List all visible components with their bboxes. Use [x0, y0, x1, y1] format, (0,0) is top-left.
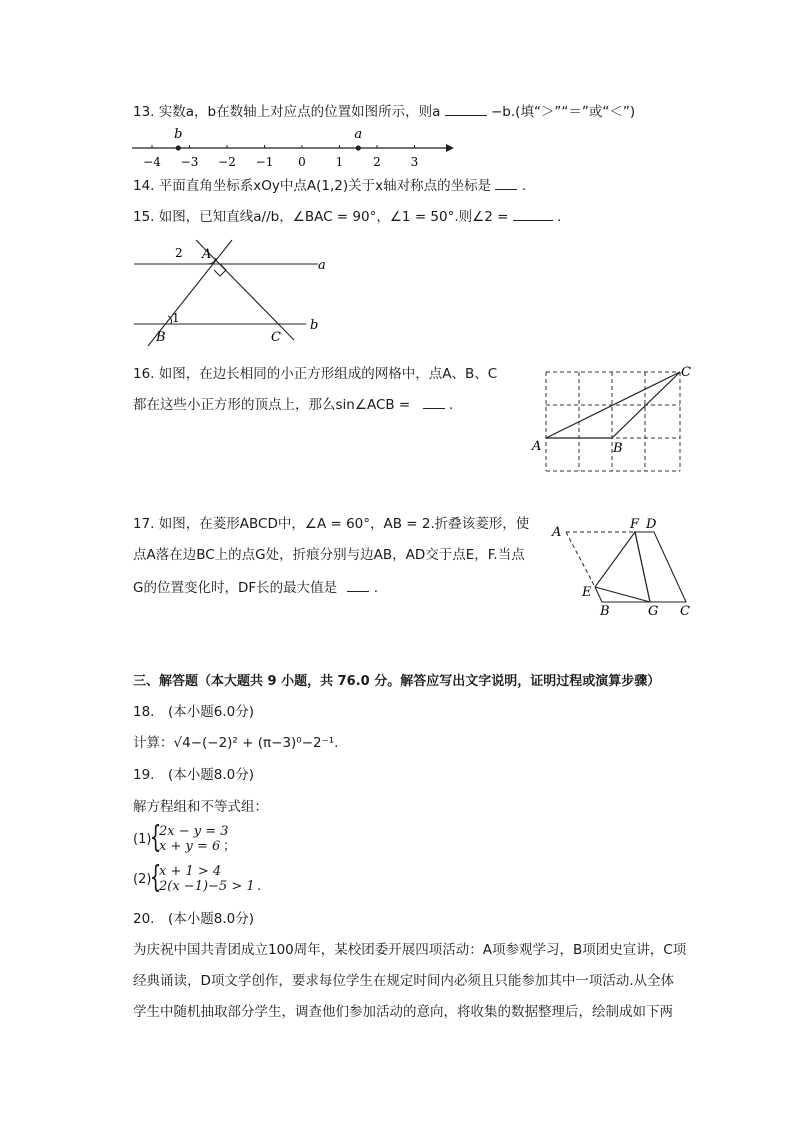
- axis-tick-label: −2: [218, 155, 236, 169]
- label-line-a: a: [318, 258, 326, 273]
- label-C: C: [681, 365, 691, 380]
- q20-line2: 经典诵读，D项文学创作，要求每位学生在规定时间内必须且只能参加其中一项活动.从全体: [133, 973, 675, 989]
- q19-part1-label: (1): [133, 832, 152, 847]
- q19-part2-ineq2: 2(x −1)−5 > 1: [159, 879, 255, 894]
- q15-text: [133, 206, 561, 227]
- q14-text: [133, 175, 526, 196]
- q16-stem-2: 都在这些小正方形的顶点上，那么sin∠ACB =: [133, 397, 411, 413]
- q17-number: 17.: [133, 516, 155, 532]
- q19-system-1: [133, 822, 333, 858]
- axis-tick-label: −4: [143, 155, 161, 169]
- label-B: B: [156, 330, 166, 345]
- q19-part1-end: ；: [223, 839, 237, 854]
- segment-EG: [595, 587, 650, 602]
- q19-part2-ineq1: x + 1 > 4: [159, 864, 222, 879]
- q17-line2: [133, 545, 525, 565]
- q19-part2-label: (2): [133, 872, 152, 887]
- q17-answer-blank[interactable]: [347, 577, 369, 592]
- label-B: B: [600, 604, 610, 619]
- label-angle1: 1: [172, 311, 180, 325]
- q20-line3: 学生中随机抽取部分学生，调查他们参加活动的意向，将收集的数据整理后，绘制成如下两: [133, 1004, 673, 1020]
- point-a: [356, 145, 361, 150]
- label-B: B: [613, 441, 623, 456]
- q14-answer-blank[interactable]: [495, 175, 517, 190]
- q19-part1-brace: {: [149, 820, 162, 855]
- label-angle2: 2: [175, 246, 183, 260]
- point-a-label: a: [354, 127, 363, 142]
- segment-FG: [635, 532, 650, 602]
- q15-stem: 如图，已知直线a//b，∠BAC = 90°，∠1 = 50°.则∠2 =: [158, 209, 509, 225]
- q16-end: .: [448, 397, 454, 413]
- q17-stem-1: 如图，在菱形ABCD中，∠A = 60°，AB = 2.折叠该菱形，使: [158, 516, 530, 532]
- q17-stem-2: 点A落在边BC上的点G处，折痕分别与边AB，AD交于点E，F.当点: [133, 547, 525, 563]
- q16-answer-blank[interactable]: [423, 394, 445, 409]
- q14-end: .: [521, 178, 527, 194]
- label-A: A: [552, 525, 562, 540]
- label-A: A: [532, 439, 542, 454]
- axis-tick-label: −3: [180, 155, 199, 169]
- q13-number-line: [128, 122, 458, 172]
- q19-heading: 19. (本小题8.0分): [133, 767, 254, 783]
- label-E: E: [582, 585, 592, 600]
- q15-end: .: [557, 209, 562, 225]
- q16-stem-1: 如图，在边长相同的小正方形组成的网格中，点A、B、C: [158, 366, 498, 382]
- axis-tick-label: −1: [255, 155, 274, 169]
- q14-number: 14.: [133, 178, 155, 194]
- rhombus-remaining-sides: [595, 532, 686, 602]
- q14-stem: 平面直角坐标系xOy中点A(1,2)关于x轴对称点的坐标是: [158, 178, 492, 194]
- q15-answer-blank[interactable]: [513, 206, 553, 221]
- q20-heading: 20. (本小题8.0分): [133, 911, 254, 927]
- q19-part1-eq1: 2x − y = 3: [159, 824, 229, 839]
- q19-part2-brace: {: [149, 860, 162, 895]
- q19-intro: 解方程组和不等式组：: [133, 799, 268, 815]
- q15-figure: [128, 236, 338, 348]
- q17-rhombus-figure: [546, 512, 696, 620]
- q16-line2: [133, 394, 453, 415]
- q13-number: 13.: [133, 104, 155, 120]
- label-G: G: [648, 604, 659, 619]
- point-b-label: b: [174, 127, 183, 142]
- axis-tick-label: 2: [373, 155, 381, 169]
- q16-number: 16.: [133, 366, 155, 382]
- label-D: D: [646, 517, 657, 532]
- right-angle-mark: [214, 264, 226, 276]
- axis-tick-label: 3: [410, 155, 419, 169]
- q17-line3: [133, 577, 378, 598]
- q16-grid-figure: [528, 364, 698, 476]
- q17-stem-3: G的位置变化时，DF长的最大值是: [133, 580, 338, 596]
- q13-stem: 实数a，b在数轴上对应点的位置如图所示，则a: [158, 104, 441, 120]
- q18-body: 计算：√4−(−2)² + (π−3)⁰−2⁻¹.: [133, 735, 339, 751]
- point-b: [176, 145, 181, 150]
- axis-tick-label: 0: [298, 155, 306, 169]
- label-A: A: [202, 247, 212, 262]
- section-3-heading: 三、解答题（本大题共 9 小题，共 76.0 分。解答应写出文字说明，证明过程或演算步骤）: [133, 674, 661, 689]
- q17-end: .: [373, 580, 379, 596]
- q18-heading: 18. (本小题6.0分): [133, 704, 254, 720]
- q13-text: [133, 101, 635, 122]
- q19-part1-eq2: x + y = 6: [159, 839, 221, 854]
- q17-line1: [133, 514, 529, 534]
- q19-system-2: [133, 862, 353, 898]
- q19-part2-end: .: [257, 879, 262, 894]
- label-F: F: [630, 517, 640, 532]
- label-line-b: b: [310, 318, 319, 333]
- q15-number: 15.: [133, 209, 155, 225]
- q13-stem-tail: −b.(填“＞”“＝”或“＜”): [491, 104, 636, 120]
- dashed-AE: [566, 532, 595, 587]
- q13-answer-blank[interactable]: [445, 101, 487, 116]
- fold-lines: [595, 532, 650, 602]
- q16-line1: [133, 364, 497, 384]
- label-C: C: [680, 604, 690, 619]
- q20-line1: 为庆祝中国共青团成立100周年，某校团委开展四项活动：A项参观学习，B项团史宣讲，C项: [133, 942, 687, 958]
- label-C: C: [271, 330, 281, 345]
- axis-ticks: [143, 145, 418, 169]
- axis-tick-label: 1: [335, 155, 344, 169]
- grid-lines: [546, 372, 680, 471]
- axis-arrow: [446, 144, 454, 152]
